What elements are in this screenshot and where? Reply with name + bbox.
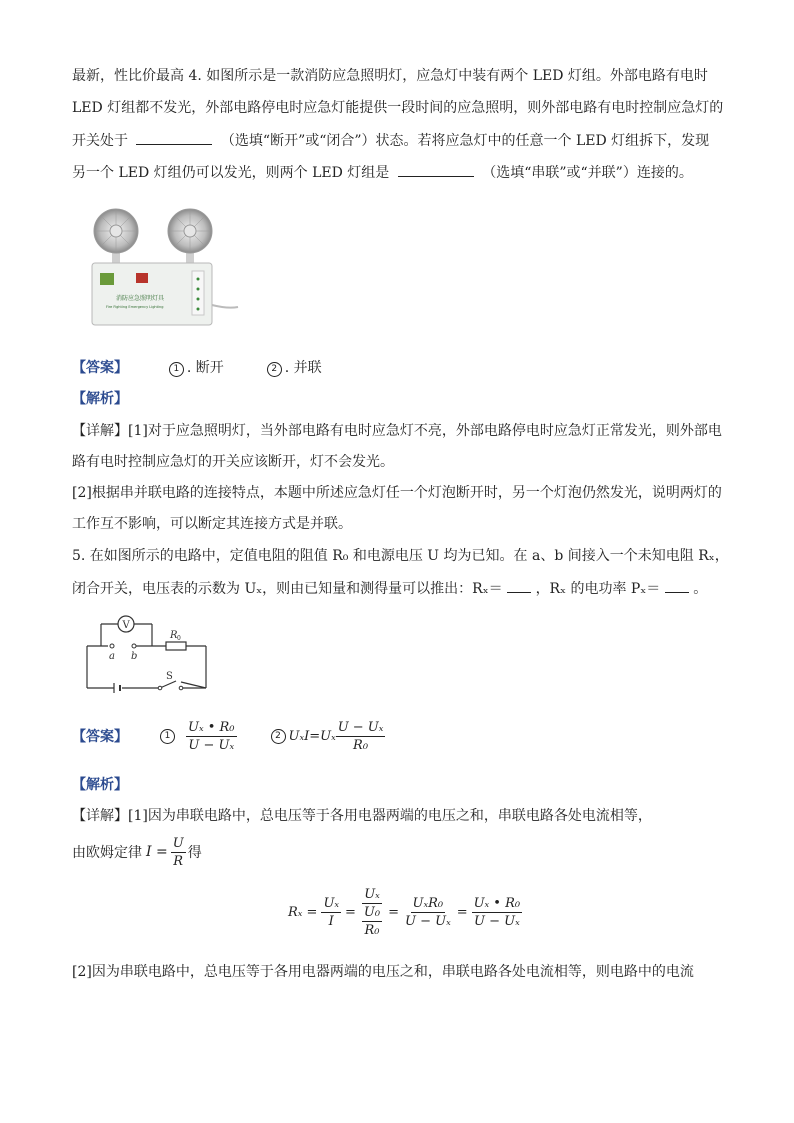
fraction-numerator: Uₓ [323, 895, 340, 911]
fraction-numerator: U − Uₓ [337, 719, 384, 735]
answer-tag: 【答案】 [72, 729, 128, 745]
q5-answer-line [72, 714, 385, 758]
fraction-numerator: U [172, 835, 184, 851]
q4-analysis-line [72, 389, 128, 409]
ohms-law-lhs: I = [146, 844, 168, 860]
q5-line-2-text-b: ，Rₓ 的电功率 Pₓ＝ [535, 581, 661, 597]
terminal-b-label: b [131, 651, 138, 662]
lamp-label: 消防应急照明灯具 [116, 295, 165, 302]
terminal-a-label: a [109, 651, 115, 662]
q4-detail-line-4: 工作互不影响，可以断定其连接方式是并联。 [72, 516, 352, 532]
q4-line-4-text-b: （选填“串联”或“并联”）连接的。 [482, 165, 693, 181]
q5-line-2 [72, 578, 707, 599]
fraction-numerator: Uₓ • R₀ [473, 895, 521, 911]
fraction-denominator: R [173, 853, 184, 869]
q5-answer-2-prefix: UₓI=Uₓ [288, 728, 336, 744]
q4-line-3-text-b: （选填“断开”或“闭合”）状态。若将应急灯中的任意一个 LED 灯组拆下，发现 [220, 133, 710, 149]
q4-line-4 [72, 162, 693, 183]
q4-answer-1: . 断开 [186, 360, 224, 376]
circled-number-1: 1 [160, 729, 175, 744]
fraction-numerator: Uₓ [364, 886, 380, 902]
q4-line-3-text-a: 开关处于 [72, 133, 128, 149]
q4-detail-line-3: [2]根据串并联电路的连接特点，本题中所述应急灯任一个灯泡断开时，另一个灯泡仍然发光，说明两灯的 [72, 485, 722, 501]
answer-tag: 【答案】 [72, 360, 128, 376]
q5-detail-line-1 [72, 806, 652, 826]
answer-blank-3 [507, 578, 531, 593]
ohms-law-suffix: 得 [187, 845, 202, 861]
fraction-denominator: U − Uₓ [474, 913, 520, 929]
equation-fraction-4 [472, 895, 523, 930]
q5-answer-2-fraction [336, 719, 386, 754]
q4-line-3 [72, 130, 709, 151]
ohms-law-prefix: 由欧姆定律 [72, 845, 142, 861]
fraction-denominator: U − Uₓ [188, 737, 235, 753]
equation-fraction-2 [360, 886, 384, 939]
equals-sign: = [456, 904, 468, 920]
q4-line-1: 最新，性比价最高 4. 如图所示是一款消防应急照明灯，应急灯中装有两个 LED 灯组。外部电路有电时 [72, 68, 708, 84]
equation-fraction-1 [321, 895, 341, 930]
fraction-numerator: Uₓ • R₀ [188, 719, 235, 735]
circuit-diagram [84, 612, 214, 694]
answer-blank-1 [136, 130, 212, 145]
emergency-lamp-image [88, 205, 240, 330]
r0-label: R [170, 630, 178, 641]
q5-line-2-text-a: 闭合开关，电压表的示数为 Uₓ，则由已知量和测得量可以推出：Rₓ＝ [72, 581, 503, 597]
q4-detail-line-1 [72, 421, 722, 441]
fraction-denominator: I [328, 913, 334, 929]
q4-answer-line [72, 358, 322, 378]
lamp-sub-label: Fire Fighting Emergency Lighting [106, 305, 164, 309]
q4-answer-2: . 并联 [284, 360, 322, 376]
ohms-law-fraction [171, 835, 186, 870]
q4-line-4-text-a: 另一个 LED 灯组仍可以发光，则两个 LED 灯组是 [72, 165, 390, 181]
analysis-tag: 【解析】 [72, 391, 128, 407]
q5-detail-1: [1]因为串联电路中，总电压等于各用电器两端的电压之和，串联电路各处电流相等， [128, 808, 652, 824]
nested-numerator: U₀ [363, 904, 381, 920]
circled-number-1: 1 [169, 362, 184, 377]
equation-fraction-3 [403, 895, 453, 930]
fraction-numerator: UₓR₀ [412, 895, 444, 911]
derivation-equation [288, 876, 522, 948]
voltmeter-label: V [122, 620, 130, 631]
q4-detail-line-2: 路有电时控制应急灯的开关应该断开，灯不会发光。 [72, 454, 394, 470]
answer-blank-4 [665, 578, 689, 593]
q5-detail-line-2: [2]因为串联电路中，总电压等于各用电器两端的电压之和，串联电路各处电流相等，则电路中的电流 [72, 964, 694, 980]
detail-tag: 【详解】 [72, 808, 128, 824]
r0-subscript: 0 [177, 635, 181, 642]
q5-analysis-line [72, 775, 128, 795]
fraction-denominator: U − Uₓ [405, 913, 451, 929]
q5-line-1: 5. 在如图所示的电路中，定值电阻的阻值 R₀ 和电源电压 U 均为已知。在 a、b 间接入一个未知电阻 Rₓ， [72, 548, 729, 564]
q5-line-2-text-c: 。 [693, 581, 708, 597]
analysis-tag: 【解析】 [72, 777, 128, 793]
ohms-law-line [72, 832, 202, 872]
switch-label: S [166, 671, 173, 682]
equals-sign: = [388, 904, 399, 920]
q4-line-2: LED 灯组都不发光，外部电路停电时应急灯能提供一段时间的应急照明，则外部电路有电时控制应急灯的 [72, 100, 724, 116]
circled-number-2: 2 [271, 729, 286, 744]
fraction-denominator: R₀ [353, 737, 369, 753]
answer-blank-2 [398, 162, 474, 177]
nested-denominator: R₀ [364, 922, 380, 938]
equals-sign: = [345, 904, 356, 920]
detail-tag: 【详解】 [72, 423, 128, 439]
equation-lhs: Rₓ = [288, 904, 318, 920]
circled-number-2: 2 [267, 362, 282, 377]
fraction-denominator [360, 904, 384, 939]
q5-answer-1-fraction [186, 719, 237, 754]
q4-detail-1a: [1]对于应急照明灯，当外部电路有电时应急灯不亮，外部电路停电时应急灯正常发光，则外部电 [128, 423, 722, 439]
